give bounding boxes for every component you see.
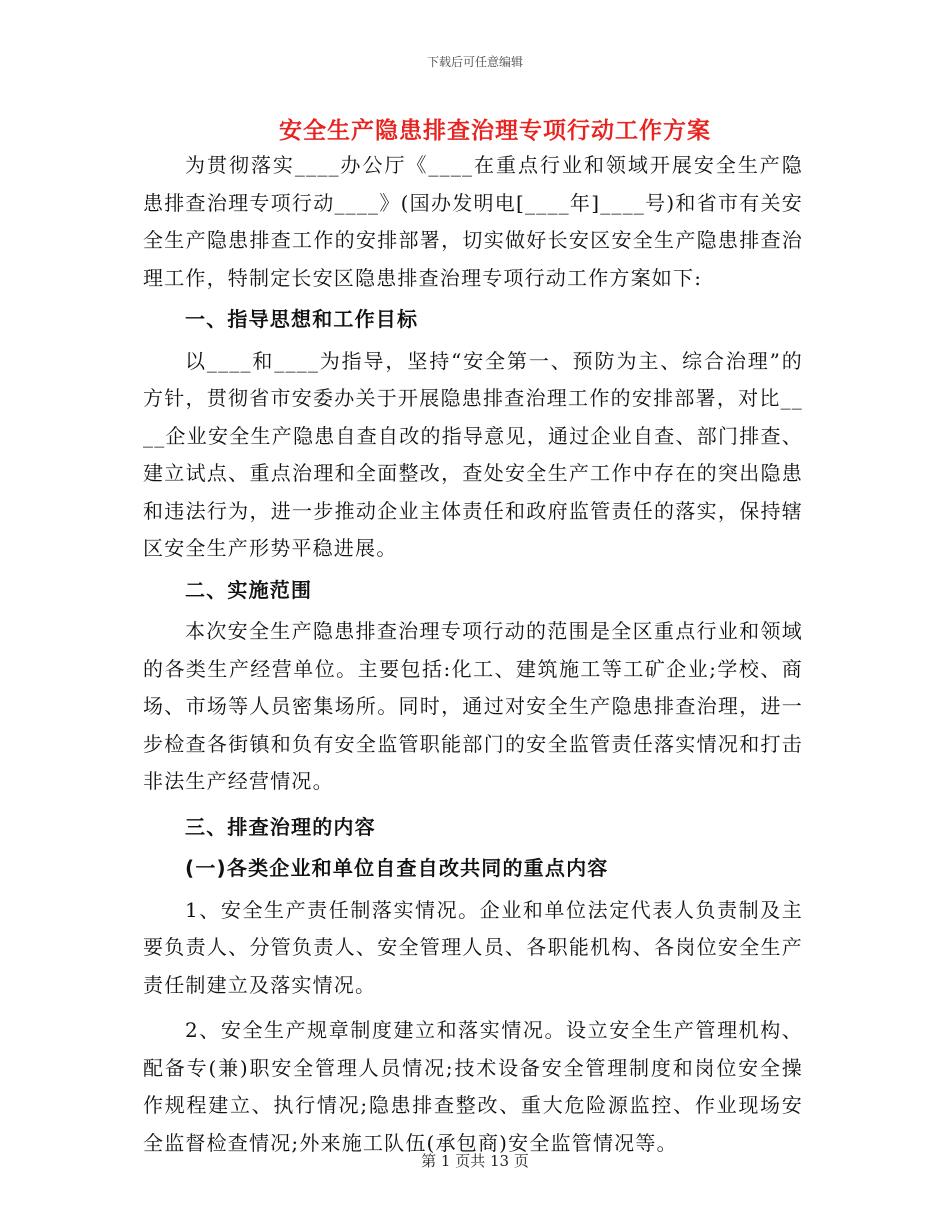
section-heading-2: 二、实施范围: [185, 577, 313, 602]
section-heading-1: 一、指导思想和工作目标: [185, 307, 419, 331]
subsection-heading-3-1: (一)各类企业和单位自查自改共同的重点内容: [185, 856, 609, 880]
section-heading-3: 三、排查治理的内容: [185, 814, 376, 839]
document-body: [143, 147, 803, 1162]
header-note: 下载后可任意编辑: [426, 55, 523, 69]
page-number: 第 1 页共 13 页: [421, 1152, 529, 1170]
document-title: 安全生产隐患排查治理专项行动工作方案: [279, 118, 711, 144]
section-paragraph-2: 本次安全生产隐患排查治理专项行动的范围是全区重点行业和领域的各类生产经营单位。主要包括:化工、建筑施工等工矿企业;学校、商场、市场等人员密集场所。同时，通过对安全生产隐患排查治理，进一步检查各街镇和负有安全监管职能部门的安全监管责任落实情况和打击非法生产经营情况。: [143, 619, 803, 793]
section-paragraph-1: 以____和____为指导，坚持“安全第一、预防为主、综合治理”的方针，贯彻省市安委办关于开展隐患排查治理工作的安排部署，对比____企业安全生产隐患自查自改的指导意见，通过企业自查、部门排查、建立试点、重点治理和全面整改，查处安全生产工作中存在的突出隐患和违法行为，进一步推动企业主体责任和政府监管责任的落实，保持辖区安全生产形势平稳进展。: [143, 348, 803, 560]
intro-paragraph: 为贯彻落实____办公厅《____在重点行业和领域开展安全生产隐患排查治理专项行动____》(国办发明电[____年]____号)和省市有关安全生产隐患排查工作的安排部署，切实做好长安区安全生产隐患排查治理工作，特制定长安区隐患排查治理专项行动工作方案如下:: [143, 153, 803, 290]
list-item-2: 2、安全生产规章制度建立和落实情况。设立安全生产管理机构、配备专(兼)职安全管理人员情况;技术设备安全管理制度和岗位安全操作规程建立、执行情况;隐患排查整改、重大危险源监控、作业现场安全监督检查情况;外来施工队伍(承包商)安全监管情况等。: [143, 1018, 803, 1155]
list-item-1: 1、安全生产责任制落实情况。企业和单位法定代表人负责制及主要负责人、分管负责人、安全管理人员、各职能机构、各岗位安全生产责任制建立及落实情况。: [143, 897, 803, 997]
